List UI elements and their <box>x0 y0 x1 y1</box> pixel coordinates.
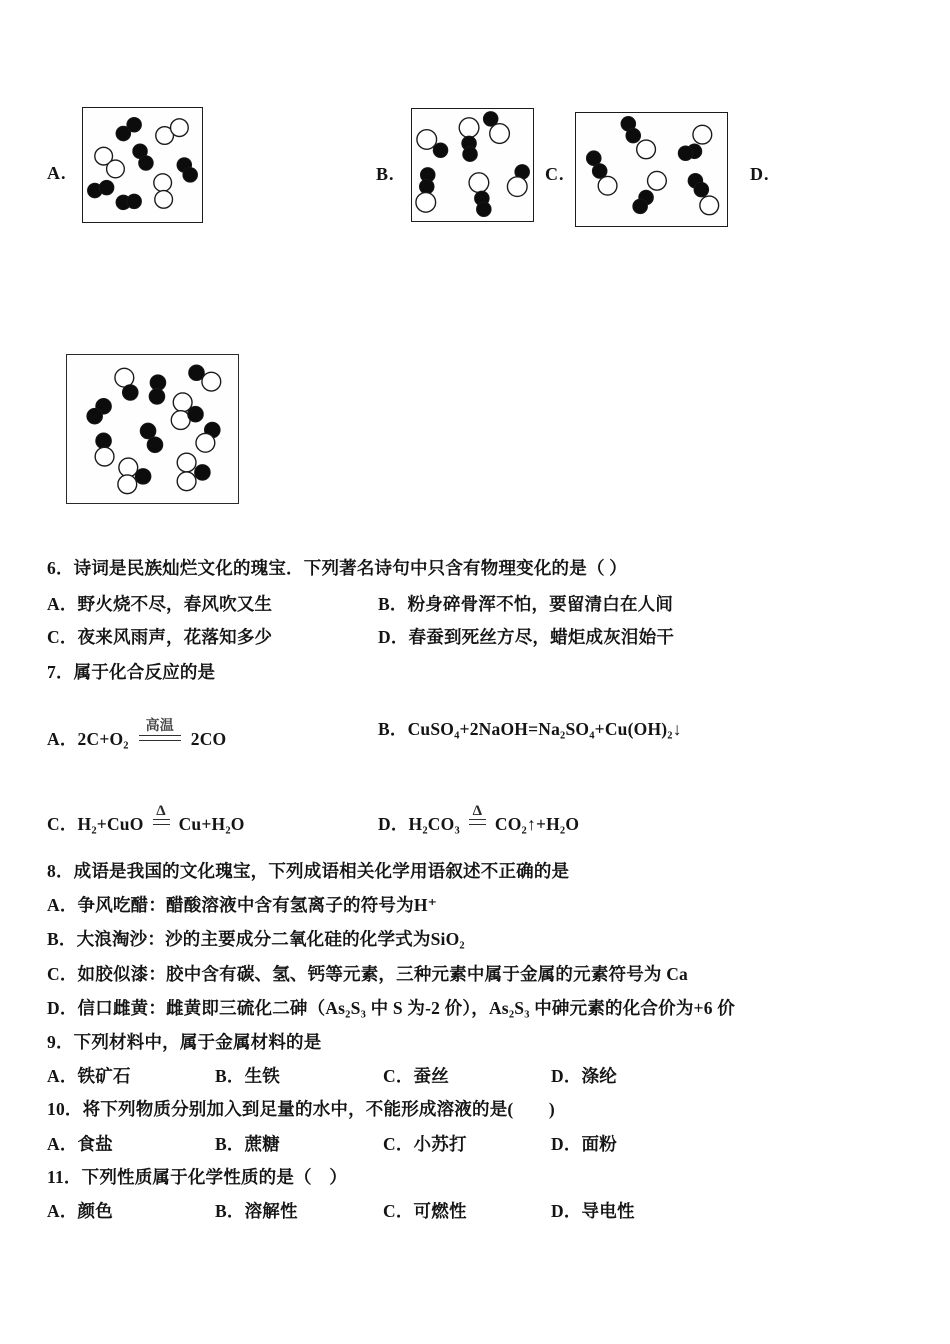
q8-option-b: B．大浪淘沙：沙的主要成分二氧化硅的化学式为SiO₂ <box>47 929 465 949</box>
q7-stem: 7．属于化合反应的是 <box>47 662 216 682</box>
q10-option-c: C．小苏打 <box>383 1134 467 1154</box>
equation-double-line <box>469 822 486 826</box>
q7-c-products: Cu+H₂O <box>178 814 245 834</box>
q7-option-d <box>378 803 579 834</box>
q7-option-b: B．CuSO₄+2NaOH=Na₂SO₄+Cu(OH)₂↓ <box>378 719 682 739</box>
q10-option-b: B．蔗糖 <box>215 1134 280 1154</box>
q7-a-products: 2CO <box>190 729 227 749</box>
figure-option-label-a: A. <box>47 163 67 183</box>
q7-option-a <box>47 719 226 749</box>
q6-option-d: D．春蚕到死丝方尽，蜡炬成灰泪始干 <box>378 627 675 647</box>
q8-option-d: D．信口雌黄：雌黄即三硫化二砷（As₂S₃ 中 S 为-2 价），As₂S₃ 中砷元素的化合价为+6 价 <box>47 998 735 1018</box>
q11-option-b: B．溶解性 <box>215 1201 298 1221</box>
reaction-condition-high-temp <box>139 719 181 741</box>
reaction-condition-delta <box>153 803 170 825</box>
q9-stem: 9．下列材料中，属于金属材料的是 <box>47 1032 322 1052</box>
q6-stem: 6．诗词是民族灿烂文化的瑰宝．下列著名诗句中只含有物理变化的是（ ） <box>47 558 627 578</box>
q11-option-a: A．颜色 <box>47 1201 113 1221</box>
q7-d-products: CO₂↑+H₂O <box>494 814 580 834</box>
q7-c-reactants: C．H₂+CuO <box>47 814 144 834</box>
q6-option-a: A．野火烧不尽，春风吹又生 <box>47 594 273 614</box>
q11-option-d: D．导电性 <box>551 1201 635 1221</box>
q9-option-d: D．涤纶 <box>551 1066 617 1086</box>
equation-double-line <box>153 822 170 826</box>
q6-option-c: C．夜来风雨声，花落知多少 <box>47 627 273 647</box>
reaction-condition-delta <box>469 803 486 825</box>
condition-text: 高温 <box>139 719 181 736</box>
equation-double-line <box>139 738 181 742</box>
molecule-diagram-c <box>575 112 728 227</box>
molecule-diagram-lower <box>66 354 239 504</box>
q11-option-c: C．可燃性 <box>383 1201 467 1221</box>
figure-option-label-d: D. <box>750 164 770 184</box>
q10-stem: 10．将下列物质分别加入到足量的水中，不能形成溶液的是( ) <box>47 1099 555 1119</box>
figure-option-label-c: C. <box>545 164 565 184</box>
q8-option-c: C．如胶似漆：胶中含有碳、氢、钙等元素，三种元素中属于金属的元素符号为 Ca <box>47 964 688 984</box>
q9-option-b: B．生铁 <box>215 1066 280 1086</box>
q11-stem: 11．下列性质属于化学性质的是（ ） <box>47 1167 348 1187</box>
q8-option-a: A．争风吃醋：醋酸溶液中含有氢离子的符号为H⁺ <box>47 895 438 915</box>
q9-option-a: A．铁矿石 <box>47 1066 131 1086</box>
q7-d-reactants: D．H₂CO₃ <box>378 814 460 834</box>
molecule-diagram-b <box>411 108 534 222</box>
molecule-diagram-a <box>82 107 203 223</box>
condition-text: Δ <box>153 803 170 820</box>
q10-option-d: D．面粉 <box>551 1134 617 1154</box>
q7-option-c <box>47 803 245 834</box>
q9-option-c: C．蚕丝 <box>383 1066 449 1086</box>
q7-a-reactants: A．2C+O₂ <box>47 729 129 749</box>
q10-option-a: A．食盐 <box>47 1134 113 1154</box>
q8-stem: 8．成语是我国的文化瑰宝，下列成语相关化学用语叙述不正确的是 <box>47 861 570 881</box>
figure-option-label-b: B. <box>376 164 395 184</box>
q6-option-b: B．粉身碎骨浑不怕，要留清白在人间 <box>378 594 674 614</box>
condition-text: Δ <box>469 803 486 820</box>
